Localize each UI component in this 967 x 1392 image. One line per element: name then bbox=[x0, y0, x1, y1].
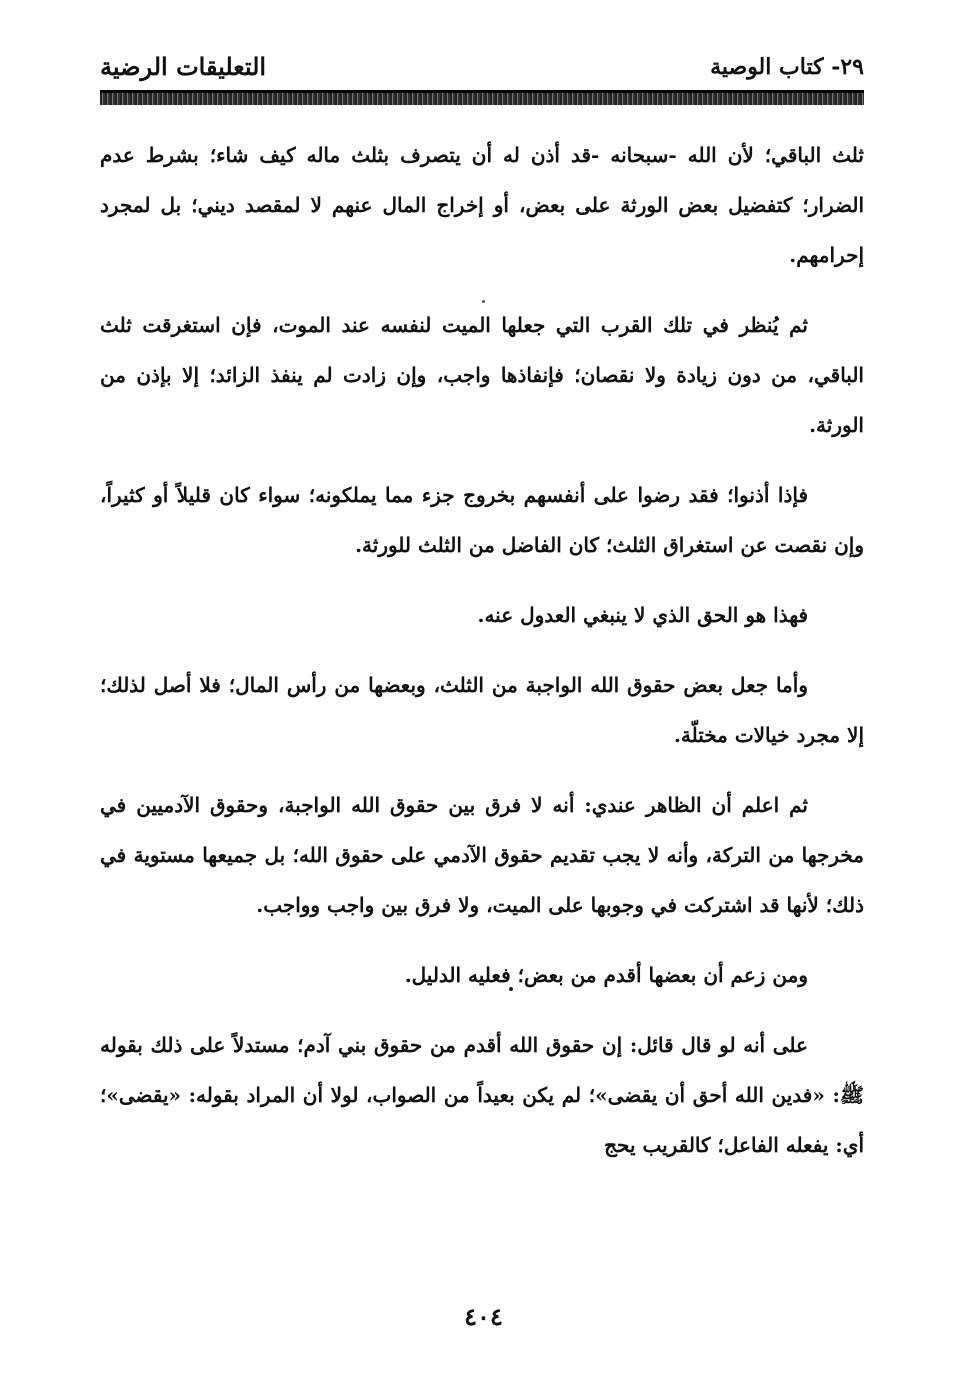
paragraph: ثم يُنظر في تلك القرب التي جعلها الميت لنفسه عند الموت، فإن استغرقت ثلث الباقي، من دون زيادة ولا نقصان؛ فإنفاذها واجب، وإن زادت لم ينفذ الزائد؛ إلا بإذن من الورثة. bbox=[100, 313, 864, 437]
paragraph: وأما جعل بعض حقوق الله الواجبة من الثلث، وبعضها من رأس المال؛ فلا أصل لذلك؛ إلا مجرد خيالات مختلّة. bbox=[100, 673, 864, 747]
header-rule bbox=[100, 90, 864, 105]
ink-speck bbox=[482, 300, 485, 303]
running-header bbox=[100, 50, 864, 90]
page-number: ٤٠٤ bbox=[464, 1302, 503, 1331]
paragraph: فإذا أذنوا؛ فقد رضوا على أنفسهم بخروج جزء مما يملكونه؛ سواء كان قليلاً أو كثيراً، وإن نقصت عن استغراق الثلث؛ كان الفاضل من الثلث للورثة. bbox=[100, 483, 864, 557]
paragraph: على أنه لو قال قائل: إن حقوق الله أقدم من حقوق بني آدم؛ مستدلاً على ذلك بقوله ﷺ: «فدين الله أحق أن يقضى»؛ لم يكن بعيداً من الصواب، لولا أن المراد بقوله: «يقضى»؛ أي: يفعله الفاعل؛ كالقريب يحج bbox=[100, 1033, 864, 1157]
paragraph: ثلث الباقي؛ لأن الله -سبحانه -قد أذن له أن يتصرف بثلث ماله كيف شاء؛ بشرط عدم الضرار؛ كتفضيل بعض الورثة على بعض، أو إخراج المال عنهم لا لمقصد ديني؛ بل لمجرد إحرامهم. bbox=[100, 143, 864, 267]
paragraph: فهذا هو الحق الذي لا ينبغي العدول عنه. bbox=[477, 603, 808, 627]
paragraph: ومن زعم أن بعضها أقدم من بعض؛ فعليه الدليل. bbox=[404, 963, 808, 987]
header-book-title: التعليقات الرضية bbox=[100, 52, 267, 81]
ink-dot bbox=[509, 987, 513, 991]
header-chapter: ٢٩- كتاب الوصية bbox=[710, 54, 864, 80]
body-text bbox=[100, 130, 864, 1190]
paragraph: ثم اعلم أن الظاهر عندي: أنه لا فرق بين حقوق الله الواجبة، وحقوق الآدميين في مخرجها من التركة، وأنه لا يجب تقديم حقوق الآدمي على حقوق الله؛ بل جميعها مستوية في ذلك؛ لأنها قد اشتركت في وجوبها على الميت، ولا فرق بين واجب وواجب. bbox=[100, 793, 864, 917]
